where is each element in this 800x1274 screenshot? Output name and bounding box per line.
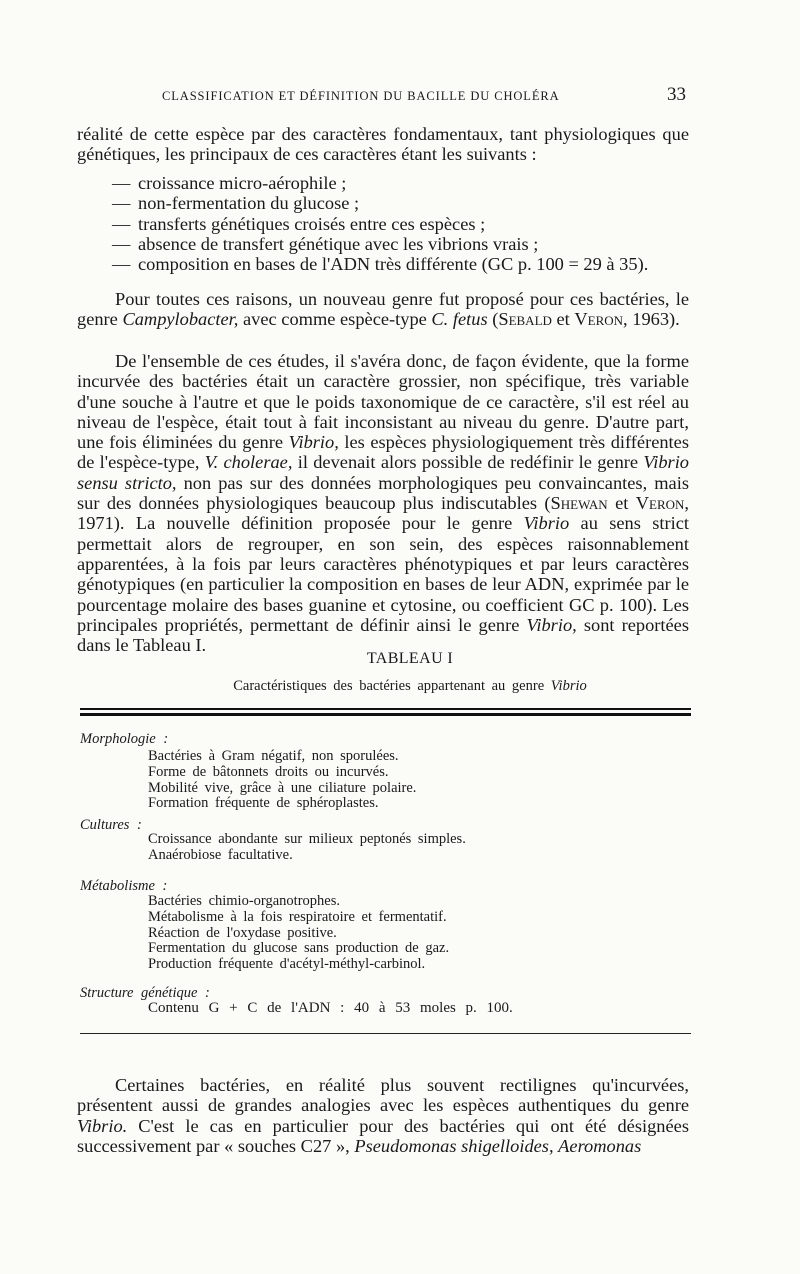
author-name: Veron	[574, 309, 624, 330]
list-item-text: croissance micro-aérophile ;	[138, 173, 347, 193]
table-section-items	[148, 894, 449, 973]
text-run: les espèces physiologiquement très différentes de l'espèce-type,	[77, 432, 689, 473]
table-section-items	[148, 1001, 513, 1017]
table-top-rule	[80, 708, 691, 710]
list-item	[112, 193, 689, 213]
paragraph-related-bacteria	[77, 1075, 689, 1156]
table-row: Forme de bâtonnets droits ou incurvés.	[148, 763, 389, 780]
table-row: Anaérobiose facultative.	[148, 846, 293, 863]
genus-name: Vibrio,	[526, 614, 577, 635]
text-run: Certaines bactéries, en réalité plus souvent rectilignes qu'incurvées, présentent aussi de grandes analogies avec les espèces authentiques du genre	[77, 1075, 689, 1116]
text-run: (	[487, 309, 499, 330]
table-row: Production fréquente d'acétyl-méthyl-carbinol.	[148, 956, 426, 973]
table-row: Réaction de l'oxydase positive.	[148, 924, 337, 941]
paragraph-vibrio-definition	[77, 351, 689, 655]
list-dash: —	[112, 173, 131, 193]
table-section-items	[148, 749, 416, 812]
list-item-text: absence de transfert génétique avec les vibrions vrais ;	[138, 233, 539, 254]
table-section-heading: Cultures :	[80, 817, 142, 833]
species-name: Pseudomonas shigelloides,	[354, 1135, 554, 1156]
text-run: Pour toutes ces raisons, un nouveau genre fut proposé pour ces bactéries, le genre	[77, 289, 689, 330]
species-name: C. fetus	[431, 309, 488, 330]
table-row: Fermentation du glucose sans production de gaz.	[148, 940, 450, 957]
criteria-list	[112, 173, 689, 274]
list-item-text: transferts génétiques croisés entre ces espèces ;	[138, 213, 486, 234]
author-name: Veron	[635, 493, 685, 514]
running-title: CLASSIFICATION ET DÉFINITION DU BACILLE DU CHOLÉRA	[162, 89, 560, 103]
genus-name: Vibrio,	[288, 432, 339, 453]
table-section-items	[148, 832, 466, 864]
text-run: , 1963).	[623, 309, 680, 330]
text-run: avec comme espèce-type	[238, 309, 432, 330]
text-run: De l'ensemble de ces études, il s'avéra donc, de façon évidente, que la forme incurvée des bactéries était un caractère grossier, non spécifique, très variable d'une souche à l'autre et que le poids taxonomique de ce caractère, s'il est réel au niveau de l'espèce, était tout à fait inconsistant au niveau du genre. D'autre part, une fois éliminées du genre	[77, 351, 689, 453]
page-number: 33	[667, 84, 686, 105]
table-title: TABLEAU I	[366, 650, 454, 667]
text-run: et	[607, 493, 636, 514]
table-section-heading: Morphologie :	[80, 731, 169, 747]
text-run: et	[551, 309, 575, 330]
caption-genus: Vibrio	[550, 678, 587, 694]
paragraph-campylobacter	[77, 289, 689, 330]
text-run: C'est le cas en particulier pour des bactéries qui ont été désignées successivement par « souches C27 »,	[77, 1115, 689, 1156]
genus-name: Vibrio	[523, 513, 570, 534]
list-item	[112, 173, 689, 193]
intro-text: réalité de cette espèce par des caractères fondamentaux, tant physiologiques que génétiques, les principaux de ces caractères étant les suivants :	[77, 124, 689, 165]
table-caption	[0, 678, 800, 695]
genus-name: Vibrio sensu stricto,	[77, 452, 689, 493]
text-run: , 1971). La nouvelle définition proposée pour le genre	[77, 493, 690, 534]
genus-name: Vibrio.	[77, 1115, 128, 1136]
intro-paragraph	[77, 124, 689, 165]
table-row: Mobilité vive, grâce à une ciliature polaire.	[148, 779, 417, 796]
author-name: Sebald	[498, 309, 552, 330]
list-dash: —	[112, 193, 131, 214]
table-row: Métabolisme à la fois respiratoire et fermentatif.	[148, 908, 447, 925]
table-section-heading: Structure génétique :	[80, 985, 210, 1001]
list-item	[112, 254, 689, 274]
list-dash: —	[112, 213, 131, 234]
genus-name: Campylobacter,	[122, 309, 239, 330]
list-dash: —	[112, 254, 131, 275]
table-section-heading: Métabolisme :	[80, 878, 168, 894]
list-item-text: non-fermentation du glucose ;	[138, 193, 360, 214]
table-row: Contenu G + C de l'ADN : 40 à 53 moles p. 100.	[148, 1000, 513, 1016]
text-run: sont reportées dans le Tableau I.	[77, 614, 689, 656]
text-run: non pas sur des données morphologiques peu convaincantes, mais sur des données physiologiques beaucoup plus indiscutables (	[77, 472, 689, 514]
author-name: Shewan	[550, 493, 608, 514]
text-run: il devenait alors possible de redéfinir le genre	[292, 452, 644, 473]
table-row: Bactéries chimio-organotrophes.	[148, 893, 340, 909]
text-run: au sens strict permettait alors de regrouper, en son sein, des espèces raisonnablement apparentées, à la fois par leurs caractères phénotypiques et par leurs caractères génotypiques (en particulier la composition en bases de leur ADN, exprimée par le pourcentage molaire des bases guanine et cytosine, ou coefficient GC p. 100). Les principales propriétés, permettant de définir ainsi le genre	[77, 513, 689, 635]
list-item-text: composition en bases de l'ADN très différente (GC p. 100 = 29 à 35).	[138, 254, 649, 275]
list-item	[112, 214, 689, 234]
table-row: Formation fréquente de sphéroplastes.	[148, 795, 379, 812]
genus-name: Aeromonas	[558, 1135, 642, 1156]
table-row: Croissance abondante sur milieux peptonés simples.	[148, 831, 466, 847]
species-name: V. cholerae,	[204, 452, 293, 473]
table-top-rule-double	[80, 713, 691, 716]
list-item	[112, 234, 689, 254]
caption-text: Caractéristiques des bactéries appartenant au genre	[233, 678, 551, 694]
table-bottom-rule	[80, 1033, 691, 1034]
table-row: Bactéries à Gram négatif, non sporulées.	[148, 748, 399, 764]
list-dash: —	[112, 233, 131, 254]
